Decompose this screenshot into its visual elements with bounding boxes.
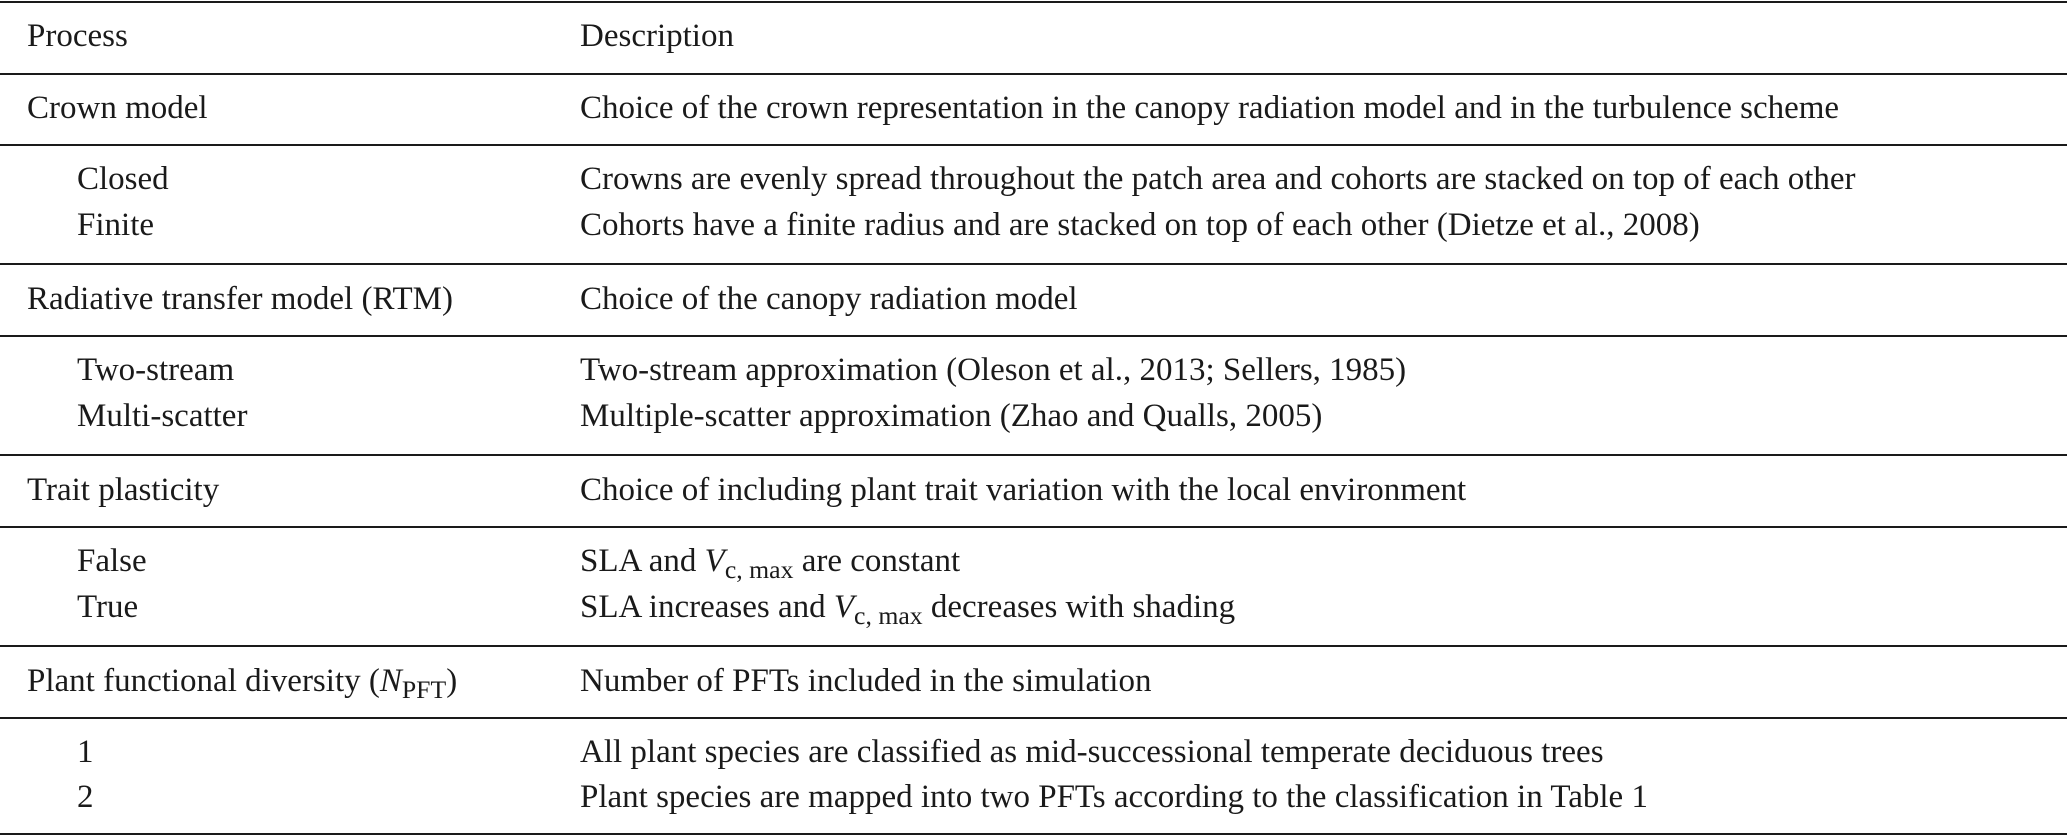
option-description [580,543,961,585]
title-text: ) [446,663,458,699]
option-description: Cohorts have a finite radius and are stacked on top of each other (Dietze et al., 2008) [580,207,1700,243]
group-rule [0,717,2067,719]
option-description: Crowns are evenly spread throughout the patch area and cohorts are stacked on top of each other [580,161,1856,197]
option-name: Two-stream [77,352,235,388]
group-description: Choice of the crown representation in the canopy radiation model and in the turbulence scheme [580,90,1840,126]
option-name: Multi-scatter [77,398,248,434]
group-description: Choice of the canopy radiation model [580,281,1078,317]
description-text: are constant [793,543,961,579]
option-name: 2 [77,779,94,815]
option-name: 1 [77,734,94,770]
variable-subscript: PFT [401,675,447,705]
header-process: Process [27,18,128,54]
group-title: Trait plasticity [27,472,220,508]
group-title: Radiative transfer model (RTM) [27,281,453,317]
group-description: Choice of including plant trait variation with the local environment [580,472,1467,508]
group-rule [0,454,2067,456]
variable-symbol: N [379,663,402,699]
group-title: Crown model [27,90,208,126]
description-text: SLA and [580,543,705,579]
description-text: decreases with shading [922,589,1236,625]
variable-symbol: V [704,543,725,579]
option-description: Plant species are mapped into two PFTs according to the classification in Table 1 [580,779,1648,815]
header-rule [0,73,2067,75]
option-description: Multiple-scatter approximation (Zhao and Qualls, 2005) [580,398,1323,434]
bottom-rule [0,833,2067,835]
top-rule [0,1,2067,3]
variable-symbol: V [833,589,855,625]
option-name: Finite [77,207,155,243]
group-rule [0,645,2067,647]
option-name: True [77,589,139,625]
option-name: Closed [77,161,169,197]
title-text: Plant functional diversity ( [27,663,380,699]
group-description: Number of PFTs included in the simulation [580,663,1152,699]
option-description: All plant species are classified as mid-successional temperate deciduous trees [580,734,1604,770]
group-title [27,663,458,705]
option-description [580,589,1236,631]
option-description: Two-stream approximation (Oleson et al., 2013; Sellers, 1985) [580,352,1407,388]
group-rule [0,144,2067,146]
group-rule [0,526,2067,528]
header-description: Description [580,18,734,54]
option-name: False [77,543,147,579]
group-rule [0,335,2067,337]
description-text: SLA increases and [580,589,834,625]
variable-subscript: c, max [724,555,794,585]
group-rule [0,263,2067,265]
variable-subscript: c, max [854,601,923,631]
